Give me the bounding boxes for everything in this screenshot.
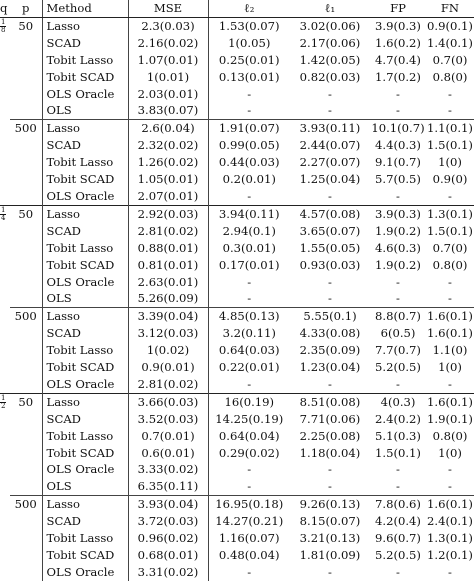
l1-cell: 2.17(0.06) — [299, 35, 361, 50]
fp-cell: - — [396, 479, 400, 494]
mse-cell: 1.05(0.01) — [128, 171, 208, 188]
q-denominator: 8 — [1, 25, 6, 34]
mse-cell: 3.33(0.02) — [128, 461, 208, 478]
fp-cell: 10.1(0.7) — [371, 121, 425, 136]
l1-cell: - — [328, 188, 332, 203]
q-fraction — [0, 19, 6, 34]
table-row — [0, 393, 474, 410]
fp-cell: - — [396, 376, 400, 391]
l1-cell: 0.82(0.03) — [299, 69, 361, 84]
l1-cell: 5.55(0.1) — [290, 308, 370, 325]
fp-cell: - — [396, 291, 400, 306]
l2-cell: 1.91(0.07) — [208, 120, 290, 137]
fp-cell: - — [396, 86, 400, 101]
fn-cell: - — [448, 462, 452, 477]
method-cell: OLS Oracle — [42, 274, 128, 291]
mse-cell: 1.26(0.02) — [128, 154, 208, 171]
fn-cell: 1.3(0.1) — [427, 206, 473, 221]
fp-cell: 9.6(0.7) — [375, 531, 421, 546]
l1-cell: 3.65(0.07) — [299, 223, 361, 238]
table-row — [0, 69, 474, 86]
table-row — [0, 376, 474, 393]
fn-cell: 0.9(0.1) — [427, 18, 473, 33]
fp-cell: 4(0.3) — [370, 393, 426, 410]
p-cell: 50 — [10, 17, 42, 119]
method-cell: Tobit SCAD — [42, 547, 128, 564]
method-cell: OLS — [42, 478, 128, 495]
q-fraction-cell — [0, 393, 10, 580]
table-row — [0, 52, 474, 69]
table-row — [0, 154, 474, 171]
l1-cell: 2.27(0.07) — [299, 155, 361, 170]
l1-cell: 2.44(0.07) — [299, 138, 361, 153]
l1-cell: 1.18(0.04) — [299, 445, 361, 460]
header-q: q — [0, 0, 10, 17]
l2-cell: - — [247, 462, 252, 477]
method-cell: Tobit Lasso — [42, 154, 128, 171]
table-row — [0, 223, 474, 240]
fp-cell: 5.2(0.5) — [375, 360, 421, 375]
fn-cell: - — [448, 291, 452, 306]
method-cell: SCAD — [42, 223, 128, 240]
header-fp: FP — [370, 0, 426, 17]
fn-cell: 1.6(0.1) — [427, 497, 473, 512]
l1-cell: 7.71(0.06) — [299, 411, 361, 426]
mse-cell: 0.88(0.01) — [128, 240, 208, 257]
l2-cell: 0.25(0.01) — [218, 52, 280, 67]
method-cell: Lasso — [42, 17, 128, 34]
fp-cell: 1.9(0.2) — [375, 223, 421, 238]
table-row — [0, 274, 474, 291]
table-row — [0, 547, 474, 564]
table-row — [0, 102, 474, 119]
header-mse: MSE — [128, 0, 208, 17]
mse-cell: 3.52(0.03) — [128, 411, 208, 428]
fn-cell: - — [448, 188, 452, 203]
l2-cell: 16(0.19) — [208, 393, 290, 410]
fp-cell: - — [396, 103, 400, 118]
l2-cell: - — [247, 274, 252, 289]
fn-cell: 1.4(0.1) — [427, 35, 473, 50]
l1-cell: 0.93(0.03) — [299, 257, 361, 272]
fp-cell: 1.5(0.1) — [375, 445, 421, 460]
method-cell: Lasso — [42, 205, 128, 222]
method-cell: Tobit Lasso — [42, 530, 128, 547]
fp-cell: 4.4(0.3) — [375, 138, 421, 153]
mse-cell: 0.7(0.01) — [128, 428, 208, 445]
fp-cell: 5.7(0.5) — [375, 172, 421, 187]
fp-cell: 8.8(0.7) — [370, 308, 426, 325]
fn-cell: 1.9(0.1) — [427, 411, 473, 426]
mse-cell: 2.16(0.02) — [128, 35, 208, 52]
p-cell: 50 — [10, 393, 42, 495]
table-row — [0, 188, 474, 205]
method-cell: Lasso — [42, 496, 128, 513]
table-row — [0, 445, 474, 462]
q-fraction — [0, 395, 6, 410]
l1-cell: 3.93(0.11) — [290, 120, 370, 137]
fn-cell: 1.3(0.1) — [427, 531, 473, 546]
mse-cell: 3.12(0.03) — [128, 325, 208, 342]
fn-cell: 1.5(0.1) — [427, 223, 473, 238]
l2-cell: 0.64(0.03) — [218, 343, 280, 358]
method-cell: Tobit Lasso — [42, 342, 128, 359]
q-numerator: 1 — [1, 393, 6, 402]
l2-cell: 1.16(0.07) — [218, 531, 280, 546]
fn-cell: - — [448, 86, 452, 101]
method-cell: SCAD — [42, 137, 128, 154]
mse-cell: 3.66(0.03) — [128, 393, 208, 410]
mse-cell: 3.31(0.02) — [128, 564, 208, 581]
table-row — [0, 171, 474, 188]
l2-cell: 1(0.05) — [228, 35, 271, 50]
l2-cell: 3.2(0.11) — [222, 326, 276, 341]
l1-cell: 9.26(0.13) — [290, 496, 370, 513]
fn-cell: - — [448, 376, 452, 391]
method-cell: Lasso — [42, 393, 128, 410]
method-cell: Tobit SCAD — [42, 69, 128, 86]
fn-cell: 0.8(0) — [432, 257, 468, 272]
l2-cell: - — [247, 376, 252, 391]
fp-cell: 1.7(0.2) — [375, 69, 421, 84]
fn-cell: - — [448, 564, 452, 579]
header-l1: ℓ₁ — [290, 0, 370, 17]
method-cell: OLS Oracle — [42, 86, 128, 103]
l2-cell: - — [247, 564, 252, 579]
mse-cell: 2.6(0.04) — [128, 120, 208, 137]
l1-cell: 1.55(0.05) — [299, 240, 361, 255]
fn-cell: - — [448, 274, 452, 289]
l1-cell: 3.21(0.13) — [299, 531, 361, 546]
l2-cell: - — [247, 86, 252, 101]
table-row — [0, 325, 474, 342]
mse-cell: 2.81(0.02) — [128, 223, 208, 240]
method-cell: Lasso — [42, 308, 128, 325]
mse-cell: 2.07(0.01) — [128, 188, 208, 205]
l1-cell: - — [328, 291, 332, 306]
method-cell: Tobit SCAD — [42, 445, 128, 462]
mse-cell: 2.3(0.03) — [128, 17, 208, 34]
table-row — [0, 86, 474, 103]
fp-cell: 3.9(0.3) — [370, 205, 426, 222]
fp-cell: 7.8(0.6) — [370, 496, 426, 513]
mse-cell: 1(0.01) — [128, 69, 208, 86]
table-row — [0, 428, 474, 445]
method-cell: OLS Oracle — [42, 376, 128, 393]
p-cell: 50 — [10, 205, 42, 307]
table-body — [0, 17, 474, 580]
table-row — [0, 478, 474, 495]
table-row — [0, 359, 474, 376]
l1-cell: 4.57(0.08) — [290, 205, 370, 222]
mse-cell: 0.96(0.02) — [128, 530, 208, 547]
table-row — [0, 513, 474, 530]
mse-cell: 2.32(0.02) — [128, 137, 208, 154]
p-cell: 500 — [10, 496, 42, 581]
l2-cell: 0.17(0.01) — [218, 257, 280, 272]
header-method: Method — [42, 0, 128, 17]
fp-cell: 2.4(0.2) — [375, 411, 421, 426]
fn-cell: 0.9(0) — [432, 172, 468, 187]
p-cell: 500 — [10, 308, 42, 394]
fp-cell: 1.6(0.2) — [375, 35, 421, 50]
fn-cell: 1.6(0.1) — [427, 394, 473, 409]
mse-cell: 0.68(0.01) — [128, 547, 208, 564]
method-cell: OLS Oracle — [42, 461, 128, 478]
method-cell: OLS Oracle — [42, 564, 128, 581]
l2-cell: 16.95(0.18) — [208, 496, 290, 513]
fp-cell: 1.9(0.2) — [375, 257, 421, 272]
method-cell: Tobit Lasso — [42, 428, 128, 445]
table-header — [0, 0, 474, 17]
mse-cell: 2.81(0.02) — [128, 376, 208, 393]
table-row — [0, 530, 474, 547]
fn-cell: 1.6(0.1) — [427, 326, 473, 341]
mse-cell: 3.39(0.04) — [128, 308, 208, 325]
q-fraction-cell — [0, 17, 10, 205]
mse-cell: 1(0.02) — [128, 342, 208, 359]
fn-cell: - — [448, 103, 452, 118]
l2-cell: 1.53(0.07) — [208, 17, 290, 34]
l1-cell: 1.25(0.04) — [299, 172, 361, 187]
l2-cell: 0.29(0.02) — [218, 445, 280, 460]
table-row — [0, 120, 474, 137]
mse-cell: 2.92(0.03) — [128, 205, 208, 222]
fp-cell: 4.7(0.4) — [375, 52, 421, 67]
table-row — [0, 496, 474, 513]
fp-cell: 5.1(0.3) — [375, 428, 421, 443]
method-cell: SCAD — [42, 513, 128, 530]
l1-cell: 2.25(0.08) — [299, 428, 361, 443]
l2-cell: 0.64(0.04) — [218, 428, 280, 443]
table-row — [0, 342, 474, 359]
method-cell: Tobit SCAD — [42, 359, 128, 376]
fp-cell: 9.1(0.7) — [375, 155, 421, 170]
fn-cell: 2.4(0.1) — [427, 514, 473, 529]
table-row — [0, 137, 474, 154]
table-row — [0, 308, 474, 325]
l1-cell: - — [328, 103, 332, 118]
fp-cell: - — [396, 462, 400, 477]
mse-cell: 1.07(0.01) — [128, 52, 208, 69]
l2-cell: 0.3(0.01) — [222, 240, 276, 255]
l2-cell: - — [247, 479, 252, 494]
fn-cell: 1.2(0.1) — [427, 548, 473, 562]
l2-cell: 0.44(0.03) — [218, 155, 280, 170]
q-denominator: 2 — [1, 401, 6, 410]
l1-cell: - — [328, 86, 332, 101]
l1-cell: 2.35(0.09) — [299, 343, 361, 358]
header-l2: ℓ₂ — [208, 0, 290, 17]
l2-cell: 3.94(0.11) — [208, 205, 290, 222]
fp-cell: - — [396, 564, 400, 579]
fn-cell: 0.7(0) — [432, 52, 468, 67]
fn-cell: 1(0) — [438, 445, 462, 460]
table-row — [0, 35, 474, 52]
method-cell: Tobit Lasso — [42, 240, 128, 257]
fp-cell: 4.2(0.4) — [375, 514, 421, 529]
q-fraction — [0, 207, 6, 222]
fn-cell: 0.8(0) — [432, 428, 468, 443]
method-cell: SCAD — [42, 325, 128, 342]
l1-cell: 4.33(0.08) — [299, 326, 361, 341]
fp-cell: 5.2(0.5) — [375, 548, 421, 562]
l1-cell: - — [328, 479, 332, 494]
fp-cell: - — [396, 188, 400, 203]
l2-cell: - — [247, 291, 252, 306]
mse-cell: 3.93(0.04) — [128, 496, 208, 513]
table-row — [0, 257, 474, 274]
l1-cell: 3.02(0.06) — [290, 17, 370, 34]
mse-cell: 0.81(0.01) — [128, 257, 208, 274]
fn-cell: 1(0) — [438, 360, 462, 375]
fp-cell: 4.6(0.3) — [375, 240, 421, 255]
method-cell: SCAD — [42, 35, 128, 52]
l2-cell: 0.99(0.05) — [218, 138, 280, 153]
q-fraction-cell — [0, 205, 10, 393]
table-row — [0, 564, 474, 581]
mse-cell: 3.72(0.03) — [128, 513, 208, 530]
l1-cell: - — [328, 376, 332, 391]
method-cell: Tobit SCAD — [42, 257, 128, 274]
fn-cell: 1.5(0.1) — [427, 138, 473, 153]
l2-cell: 14.27(0.21) — [215, 514, 284, 529]
l1-cell: 8.51(0.08) — [290, 393, 370, 410]
method-cell: OLS — [42, 102, 128, 119]
l2-cell: - — [247, 188, 252, 203]
method-cell: SCAD — [42, 411, 128, 428]
l1-cell: 8.15(0.07) — [299, 514, 361, 529]
l1-cell: 1.42(0.05) — [299, 52, 361, 67]
l1-cell: 1.81(0.09) — [299, 548, 361, 562]
fp-cell: 7.7(0.7) — [375, 343, 421, 358]
header-p: p — [10, 0, 42, 17]
q-denominator: 4 — [1, 213, 6, 222]
fp-cell: 3.9(0.3) — [370, 17, 426, 34]
mse-cell: 6.35(0.11) — [128, 478, 208, 495]
header-fn: FN — [426, 0, 474, 17]
method-cell: Lasso — [42, 120, 128, 137]
l1-cell: 1.23(0.04) — [299, 360, 361, 375]
fn-cell: 0.7(0) — [432, 240, 468, 255]
table-row — [0, 461, 474, 478]
l1-cell: - — [328, 462, 332, 477]
l2-cell: 0.13(0.01) — [218, 69, 280, 84]
mse-cell: 2.63(0.01) — [128, 274, 208, 291]
l2-cell: 0.22(0.01) — [218, 360, 280, 375]
mse-cell: 5.26(0.09) — [128, 290, 208, 307]
fn-cell: 1.6(0.1) — [427, 309, 473, 324]
q-numerator: 1 — [1, 17, 6, 26]
fn-cell: 0.8(0) — [432, 69, 468, 84]
l2-cell: 0.48(0.04) — [218, 548, 280, 562]
table-row — [0, 17, 474, 34]
l2-cell: 4.85(0.13) — [208, 308, 290, 325]
p-cell: 500 — [10, 120, 42, 206]
fp-cell: - — [396, 274, 400, 289]
table-row — [0, 205, 474, 222]
fn-cell: 1.1(0.1) — [427, 121, 473, 136]
q-numerator: 1 — [1, 205, 6, 214]
mse-cell: 0.6(0.01) — [128, 445, 208, 462]
l2-cell: 0.2(0.01) — [222, 172, 276, 187]
method-cell: Tobit Lasso — [42, 52, 128, 69]
fp-cell: 6(0.5) — [380, 326, 416, 341]
l2-cell: 14.25(0.19) — [215, 411, 284, 426]
table-row — [0, 290, 474, 307]
method-cell: OLS Oracle — [42, 188, 128, 205]
table-row — [0, 240, 474, 257]
l1-cell: - — [328, 274, 332, 289]
l1-cell: - — [328, 564, 332, 579]
l2-cell: - — [247, 103, 252, 118]
header-row — [0, 0, 474, 17]
fn-cell: 1(0) — [438, 155, 462, 170]
table-row — [0, 411, 474, 428]
fn-cell: - — [448, 479, 452, 494]
l2-cell: 2.94(0.1) — [222, 223, 276, 238]
fn-cell: 1.1(0) — [432, 343, 468, 358]
mse-cell: 2.03(0.01) — [128, 86, 208, 103]
mse-cell: 3.83(0.07) — [128, 102, 208, 119]
method-cell: OLS — [42, 290, 128, 307]
method-cell: Tobit SCAD — [42, 171, 128, 188]
mse-cell: 0.9(0.01) — [128, 359, 208, 376]
